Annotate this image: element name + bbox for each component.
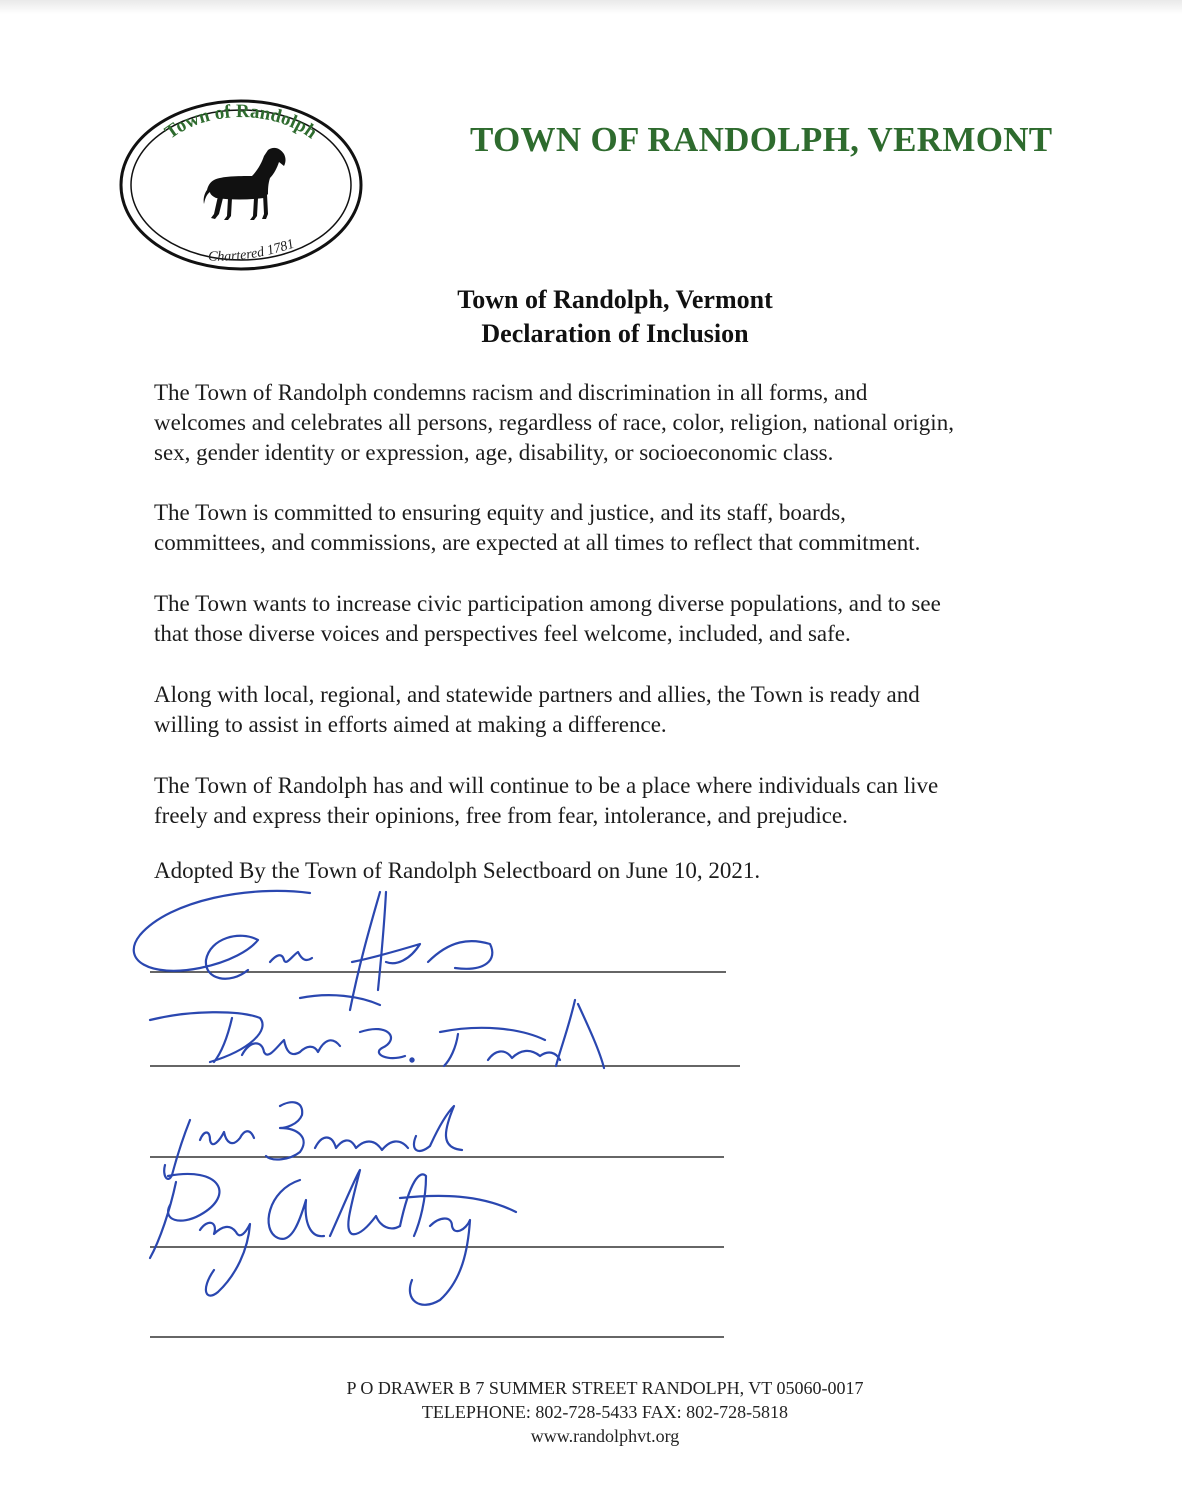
adoption-statement <box>154 856 1084 886</box>
paragraph-1 <box>154 378 1084 468</box>
paragraph-4 <box>154 680 1084 740</box>
paragraph-line: committees, and commissions, are expected at all times to reflect that commitment. <box>154 530 921 555</box>
document-heading <box>300 283 930 351</box>
signature-4 <box>150 1170 516 1305</box>
paragraph-line: welcomes and celebrates all persons, regardless of race, color, religion, national origin, <box>154 410 954 435</box>
footer-website: www.randolphvt.org <box>530 1426 680 1446</box>
paragraph-line: The Town is committed to ensuring equity and justice, and its staff, boards, <box>154 500 846 525</box>
page-top-shadow <box>0 0 1182 14</box>
signature-2 <box>150 1000 604 1068</box>
paragraph-5 <box>154 771 1084 831</box>
adoption-text: Adopted By the Town of Randolph Selectboard on June 10, 2021. <box>154 858 761 883</box>
seal-bottom-text: Chartered 1781 <box>207 236 297 265</box>
footer-phones: TELEPHONE: 802-728-5433 FAX: 802-728-5818 <box>421 1402 789 1422</box>
paragraph-3 <box>154 589 1084 649</box>
paragraph-line: sex, gender identity or expression, age, disability, or socioeconomic class. <box>154 440 834 465</box>
paragraph-line: The Town wants to increase civic participation among diverse populations, and to see <box>154 591 941 616</box>
seal-top-text: Town of Randolph <box>161 101 321 144</box>
footer-address: P O DRAWER B 7 SUMMER STREET RANDOLPH, VT 05060-0017 <box>346 1378 864 1398</box>
signature-3 <box>164 1102 462 1179</box>
letterhead-title: TOWN OF RANDOLPH, VERMONT <box>470 120 1053 159</box>
paragraph-line: The Town of Randolph has and will continue to be a place where individuals can live <box>154 773 939 798</box>
paragraph-line: willing to assist in efforts aimed at making a difference. <box>154 712 667 737</box>
letterhead-footer <box>250 1376 960 1448</box>
town-seal <box>118 98 364 272</box>
heading-line-1: Town of Randolph, Vermont <box>457 285 773 314</box>
paragraph-line: Along with local, regional, and statewide partners and allies, the Town is ready and <box>154 682 920 707</box>
paragraph-line: freely and express their opinions, free from fear, intolerance, and prejudice. <box>154 803 848 828</box>
paragraph-line: The Town of Randolph condemns racism and discrimination in all forms, and <box>154 380 868 405</box>
heading-line-2: Declaration of Inclusion <box>481 319 749 348</box>
paragraph-line: that those diverse voices and perspectives feel welcome, included, and safe. <box>154 621 851 646</box>
signature-1 <box>134 891 493 1010</box>
paragraph-2 <box>154 498 1084 558</box>
